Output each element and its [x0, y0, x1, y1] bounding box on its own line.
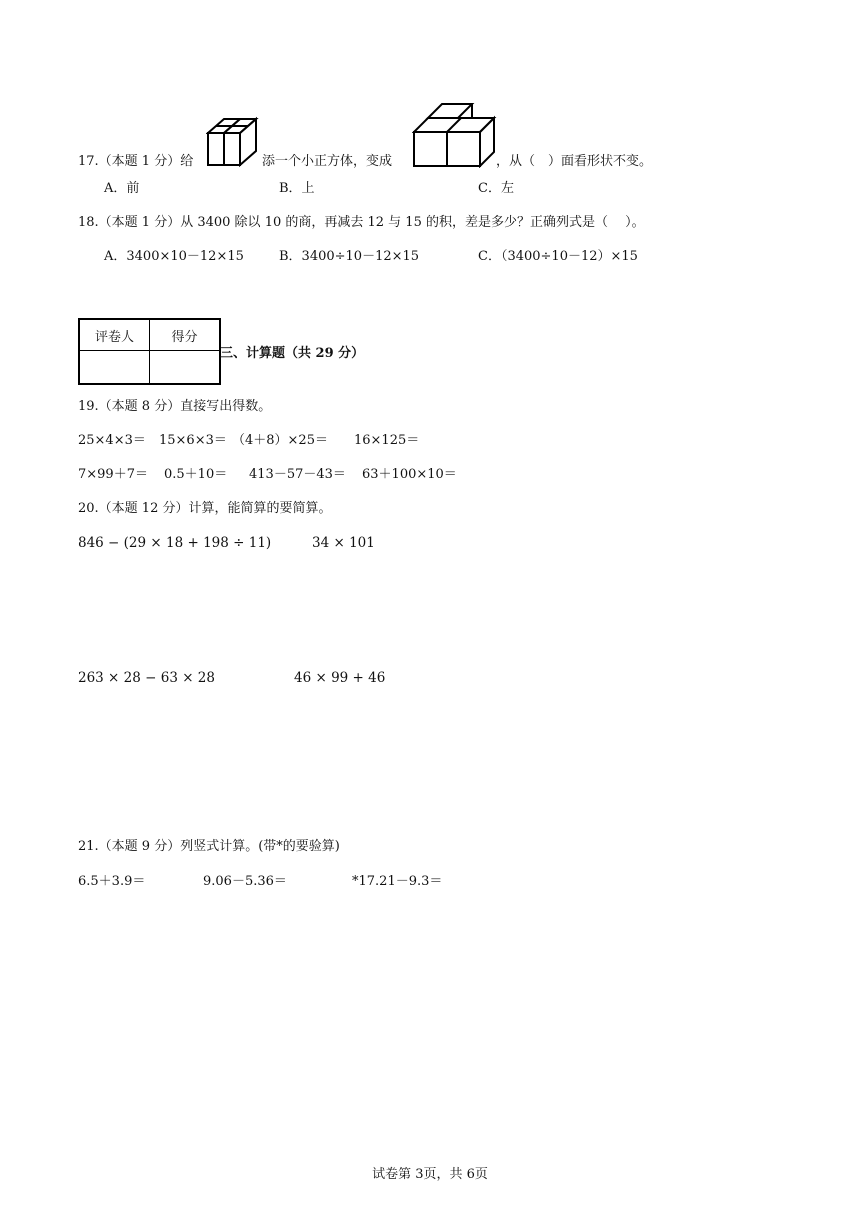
- q19-stem: 19.（本题 8 分）直接写出得数。: [78, 399, 272, 414]
- q18-option-c: C．（3400÷10－12）×15: [478, 249, 638, 264]
- q20-expr: 46 × 99 + 46: [294, 670, 386, 686]
- q21-expr: 6.5＋3.9＝: [78, 874, 146, 889]
- score-table-grader-header: 评卷人: [79, 319, 150, 351]
- q21-expr: *17.21－9.3＝: [352, 874, 443, 889]
- q20-expr: 846 − (29 × 18 + 198 ÷ 11): [78, 535, 272, 551]
- q21-stem: 21.（本题 9 分）列竖式计算。(带*的要验算): [78, 839, 340, 854]
- q17-option-b: B．上: [279, 181, 315, 196]
- three-cube-shape-icon: [412, 102, 498, 168]
- q17-option-c: C．左: [478, 181, 514, 196]
- page-footer: 试卷第 3页，共 6页: [372, 1167, 488, 1182]
- q19-item: 15×6×3＝: [159, 433, 227, 448]
- q17-tail: ，从（ ）面看形状不变。: [496, 154, 653, 169]
- q19-item: 413－57－43＝: [249, 467, 346, 482]
- q18-option-a: A．3400×10－12×15: [104, 249, 244, 264]
- q20-expr: 34 × 101: [312, 535, 375, 551]
- score-table-grader-cell: [79, 351, 150, 385]
- q19-item: 25×4×3＝: [78, 433, 146, 448]
- q19-item: （4＋8）×25＝: [232, 433, 328, 448]
- q21-expr: 9.06－5.36＝: [203, 874, 287, 889]
- section3-title: 三、计算题（共 29 分）: [220, 346, 365, 361]
- q20-expr: 263 × 28 − 63 × 28: [78, 670, 215, 686]
- q17-option-a: A．前: [104, 181, 140, 196]
- q20-stem: 20.（本题 12 分）计算，能简算的要简算。: [78, 501, 332, 516]
- two-cube-shape-icon: [206, 113, 262, 167]
- score-table-score-cell: [150, 351, 221, 385]
- q19-item: 0.5＋10＝: [164, 467, 228, 482]
- q19-item: 63＋100×10＝: [362, 467, 457, 482]
- q17-lead: 17.（本题 1 分）给: [78, 154, 194, 169]
- score-table: [78, 318, 221, 385]
- q19-item: 16×125＝: [354, 433, 420, 448]
- q18-stem: 18.（本题 1 分）从 3400 除以 10 的商，再减去 12 与 15 的积，差是多少？正确列式是（ ）。: [78, 215, 645, 230]
- score-table-score-header: 得分: [150, 319, 221, 351]
- q19-item: 7×99＋7＝: [78, 467, 148, 482]
- q18-option-b: B．3400÷10－12×15: [279, 249, 420, 264]
- q17-middle: 添一个小正方体，变成: [262, 154, 393, 169]
